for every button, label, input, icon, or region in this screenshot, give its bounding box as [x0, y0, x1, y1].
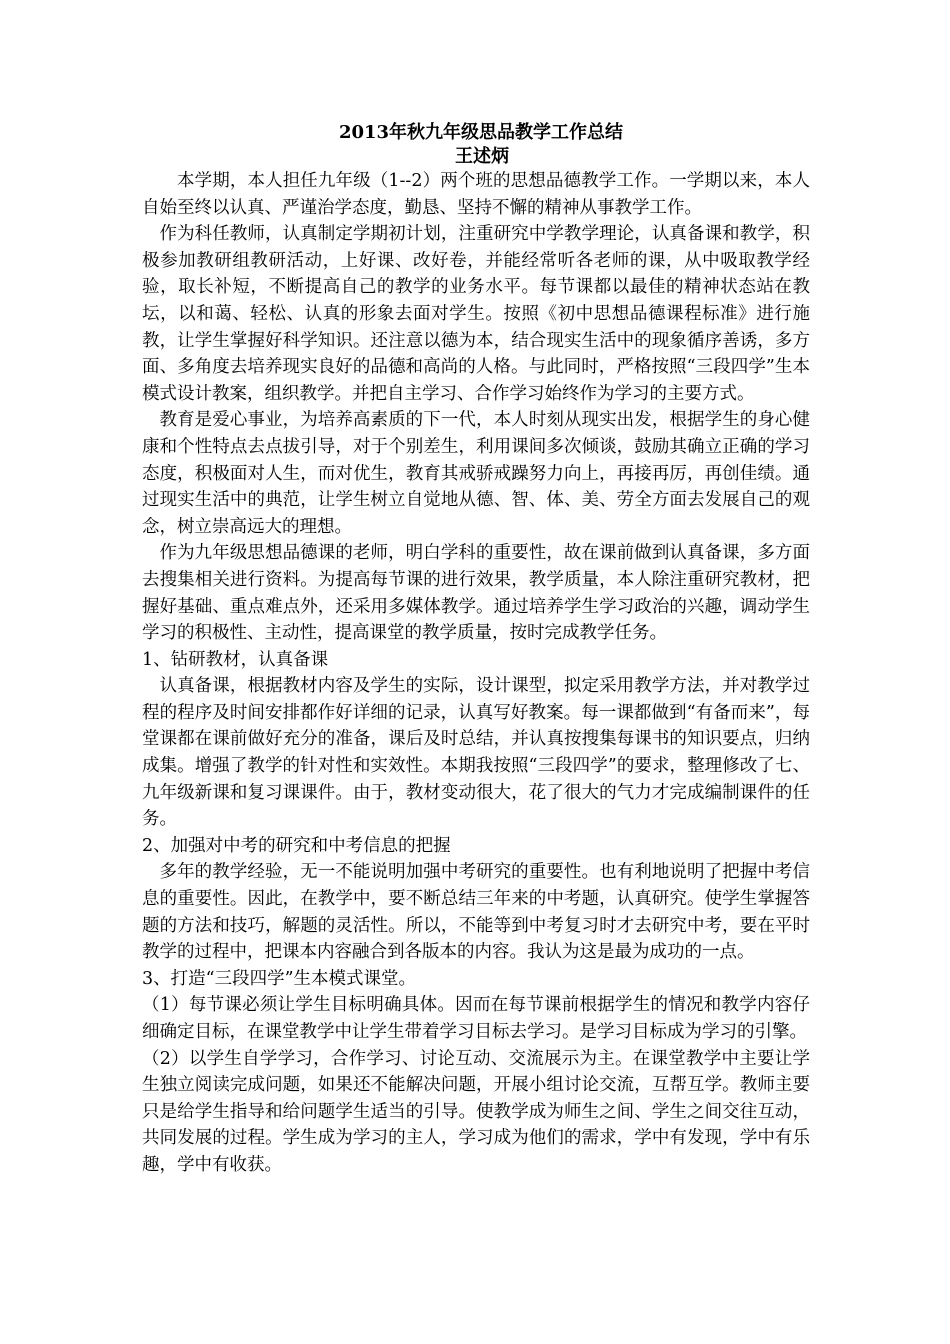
paragraph-teaching: 作为科任教师，认真制定学期初计划，注重研究中学教学理论，认真备课和教学，积极参加教研组教研活动，上好课、改好卷，并能经常听各老师的课，从中吸取教学经验，取长补短，不断提高自己的教学的业务水平。每节课都以最佳的精神状态站在教坛，以和蔼、轻松、认真的形象去面对学生。按照《初中思想品德课程标准》进行施教，让学生掌握好科学知识。还注意以德为本，结合现实生活中的现象循序善诱，多方面、多角度去培养现实良好的品德和高尚的人格。与此同时，严格按照“三段四学”生本模式设计教案，组织教学。并把自主学习、合作学习始终作为学习的主要方式。 [142, 224, 810, 404]
paragraph-section-1: 认真备课，根据教材内容及学生的实际，设计课型，拟定采用教学方法，并对教学过程的程序及时间安排都作好详细的记录，认真写好教案。每一课都做到“有备而来”，每堂课都在课前做好充分的准备，课后及时总结，并认真按搜集每课书的知识要点，归纳成集。增强了教学的针对性和实效性。本期我按照“三段四学”的要求，整理修改了七、九年级新课和复习课课件。由于，教材变动很大，花了很大的气力才完成编制课件的任务。 [142, 676, 810, 830]
section-heading-2: 2、加强对中考的研究和中考信息的把握 [142, 835, 451, 856]
section-heading-1: 1、钻研教材，认真备课 [142, 649, 329, 670]
document-author: 王述炳 [455, 146, 509, 167]
paragraph-section-2: 多年的教学经验，无一不能说明加强中考研究的重要性。也有利地说明了把握中考信息的重要性。因此，在教学中，要不断总结三年来的中考题，认真研究。使学生掌握答题的方法和技巧，解题的灵活性。所以，不能等到中考复习时才去研究中考，要在平时教学的过程中，把课本内容融合到各版本的内容。我认为这是最为成功的一点。 [142, 862, 810, 963]
document-title: 2013年秋九年级思品教学工作总结 [338, 122, 624, 143]
paragraph-education: 教育是爱心事业，为培养高素质的下一代，本人时刻从现实出发，根据学生的身心健康和个性特点去点拔引导，对于个别差生，利用课间多次倾谈，鼓励其确立正确的学习态度，积极面对人生，而对优生，教育其戒骄戒躁努力向上，再接再厉，再创佳绩。通过现实生活中的典范，让学生树立自觉地从德、智、体、美、劳全方面去发展自己的观念，树立崇高远大的理想。 [142, 410, 810, 537]
paragraph-intro: 本学期，本人担任九年级（1--2）两个班的思想品德教学工作。一学期以来，本人自始至终以认真、严谨治学态度，勤恳、坚持不懈的精神从事教学工作。 [142, 171, 810, 218]
section-heading-3: 3、打造“三段四学”生本模式课堂。 [142, 968, 417, 989]
paragraph-grade9: 作为九年级思想品德课的老师，明白学科的重要性，故在课前做到认真备课，多方面去搜集相关进行资料。为提高每节课的进行效果，教学质量，本人除注重研究教材，把握好基础、重点难点外，还采用多媒体教学。通过培养学生学习政治的兴趣，调动学生学习的积极性、主动性，提高课堂的教学质量，按时完成教学任务。 [142, 543, 810, 644]
list-item-1: （1）每节课必须让学生目标明确具体。因而在每节课前根据学生的情况和教学内容仔细确定目标，在课堂教学中让学生带着学习目标去学习。是学习目标成为学习的引擎。 [142, 995, 810, 1042]
list-item-2: （2）以学生自学学习，合作学习、讨论互动、交流展示为主。在课堂教学中主要让学生独立阅读完成问题，如果还不能解决问题，开展小组讨论交流，互帮互学。教师主要只是给学生指导和给问题学生适当的引导。使教学成为师生之间、学生之间交往互动，共同发展的过程。学生成为学习的主人，学习成为他们的需求，学中有发现，学中有乐趣，学中有收获。 [142, 1048, 810, 1175]
document-body [142, 120, 810, 1179]
